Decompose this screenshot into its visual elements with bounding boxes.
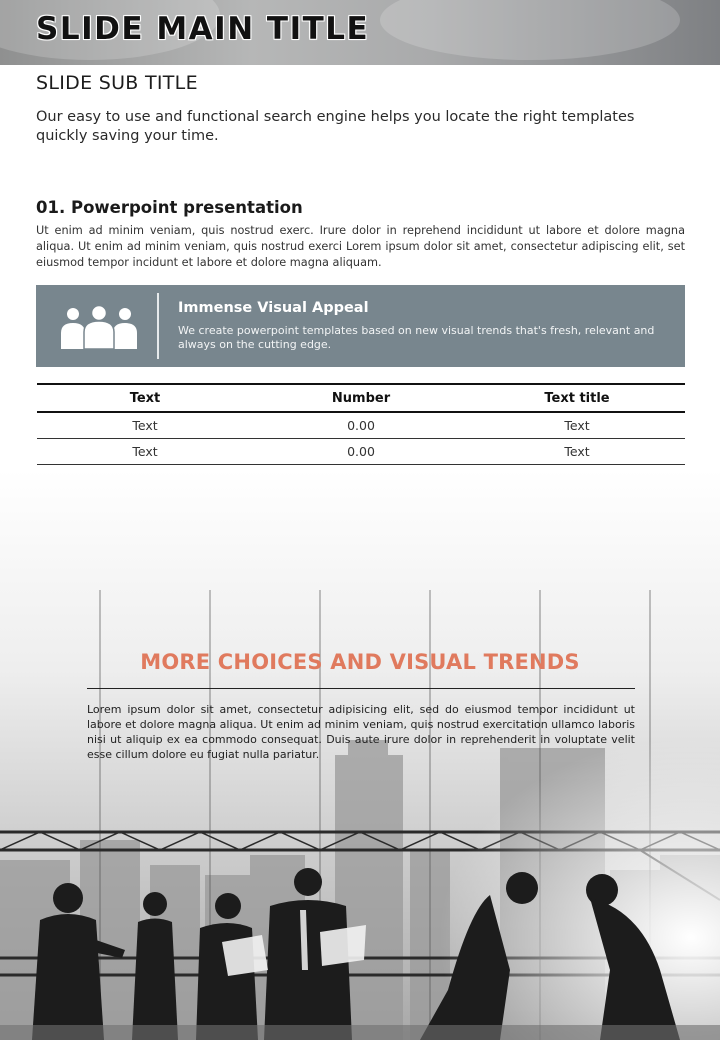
table-header-cell: Text title	[469, 384, 685, 412]
feature-banner	[36, 285, 685, 367]
slide-sub-title: SLIDE SUB TITLE	[36, 72, 198, 94]
more-choices-title: MORE CHOICES AND VISUAL TRENDS	[140, 650, 580, 674]
table-header-cell: Number	[253, 384, 469, 412]
table-cell: Text	[469, 439, 685, 465]
banner-text: We create powerpoint templates based on new visual trends that's fresh, relevant and always on the cutting edge.	[178, 324, 655, 351]
table-cell: Text	[37, 439, 253, 465]
section-body: Ut enim ad minim veniam, quis nostrud exerc. Irure dolor in reprehend incididunt ut labore et dolore magna aliqua. Ut enim ad minim veniam, quis nostrud exerci Lorem ipsum dolor sit amet, consectetur adipiscing elit, set eiusmod tempor incidunt et labore et dolore magna aliquam.	[36, 224, 685, 269]
table-header-row	[37, 384, 685, 412]
table-row	[37, 439, 685, 465]
header-band	[0, 0, 720, 65]
banner-divider	[157, 293, 159, 359]
table-cell: 0.00	[253, 439, 469, 465]
table-cell: Text	[37, 412, 253, 439]
header-cloud	[380, 0, 680, 60]
banner-title: Immense Visual Appeal	[178, 300, 369, 316]
table-cell: Text	[469, 412, 685, 439]
more-choices-rule	[87, 688, 635, 689]
table-cell: 0.00	[253, 412, 469, 439]
table-header-cell: Text	[37, 384, 253, 412]
more-choices-text: Lorem ipsum dolor sit amet, consectetur adipisicing elit, sed do eiusmod tempor incididunt ut labore et dolore magna aliqua. Ut enim ad minim veniam, quis nostrud exercitation ullamco laboris nisi ut aliquip ex ea commodo consequat. Duis aute irure dolor in reprehenderit in voluptate velit esse cillum dolore eu fugiat nulla pariatur.	[87, 703, 635, 761]
slide-main-title: SLIDE MAIN TITLE	[36, 11, 370, 47]
table-row	[37, 412, 685, 439]
section-title: 01. Powerpoint presentation	[36, 198, 303, 217]
intro-text: Our easy to use and functional search engine helps you locate the right templates quickly saving your time.	[36, 109, 635, 144]
people-group-icon	[61, 305, 137, 349]
